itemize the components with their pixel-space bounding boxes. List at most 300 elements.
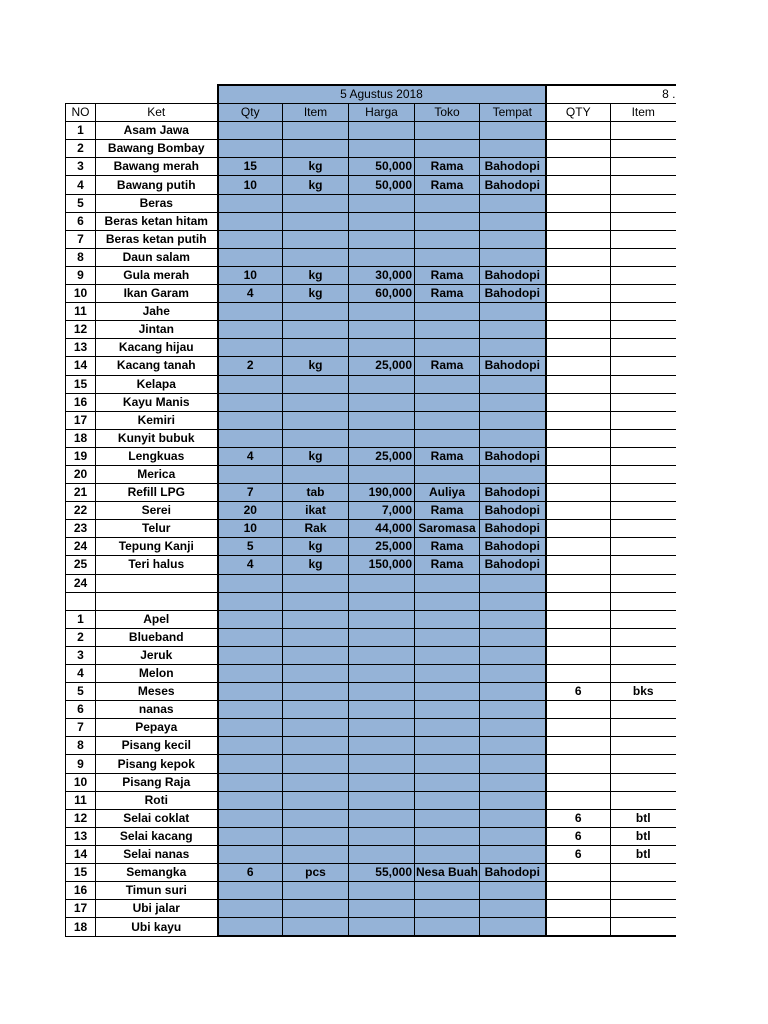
cell-item2[interactable] — [611, 411, 676, 429]
cell-tempat[interactable]: Bahodopi — [480, 447, 546, 465]
cell-qty[interactable] — [218, 683, 283, 701]
cell-no[interactable] — [66, 592, 96, 610]
cell-ket[interactable]: Ikan Garam — [96, 285, 218, 303]
cell-no[interactable]: 17 — [66, 411, 96, 429]
cell-ket[interactable]: Blueband — [96, 628, 218, 646]
cell-no[interactable]: 17 — [66, 900, 96, 918]
cell-harga[interactable] — [349, 393, 415, 411]
cell-no[interactable]: 24 — [66, 538, 96, 556]
cell-toko[interactable] — [415, 900, 480, 918]
cell-item2[interactable] — [611, 465, 676, 483]
cell-no[interactable]: 6 — [66, 212, 96, 230]
cell-qty2[interactable] — [546, 393, 611, 411]
cell-item[interactable] — [283, 791, 349, 809]
cell-item2[interactable] — [611, 357, 676, 375]
cell-tempat[interactable] — [480, 628, 546, 646]
cell-tempat[interactable] — [480, 122, 546, 140]
cell-tempat[interactable]: Bahodopi — [480, 484, 546, 502]
cell-tempat[interactable] — [480, 845, 546, 863]
cell-tempat[interactable]: Bahodopi — [480, 538, 546, 556]
cell-item[interactable] — [283, 719, 349, 737]
cell-tempat[interactable] — [480, 737, 546, 755]
cell-qty2[interactable] — [546, 791, 611, 809]
cell-ket[interactable]: Kacang tanah — [96, 357, 218, 375]
cell-item2[interactable] — [611, 610, 676, 628]
cell-qty2[interactable] — [546, 321, 611, 339]
cell-toko[interactable] — [415, 321, 480, 339]
cell-ket[interactable]: Beras — [96, 194, 218, 212]
cell-qty[interactable] — [218, 393, 283, 411]
cell-toko[interactable] — [415, 755, 480, 773]
cell-qty2[interactable] — [546, 357, 611, 375]
cell-harga[interactable] — [349, 248, 415, 266]
cell-qty[interactable] — [218, 248, 283, 266]
cell-tempat[interactable] — [480, 882, 546, 900]
cell-item[interactable] — [283, 900, 349, 918]
cell-qty2[interactable] — [546, 429, 611, 447]
cell-item2[interactable] — [611, 429, 676, 447]
cell-item[interactable] — [283, 592, 349, 610]
col-header-qty[interactable]: Qty — [218, 104, 283, 122]
cell-harga[interactable] — [349, 900, 415, 918]
cell-ket[interactable]: Kemiri — [96, 411, 218, 429]
col-header-toko[interactable]: Toko — [415, 104, 480, 122]
cell-item2[interactable] — [611, 393, 676, 411]
cell-toko[interactable]: Auliya — [415, 484, 480, 502]
cell-item[interactable] — [283, 375, 349, 393]
cell-qty[interactable] — [218, 212, 283, 230]
cell-qty2[interactable] — [546, 303, 611, 321]
cell-qty[interactable] — [218, 230, 283, 248]
cell-item[interactable]: kg — [283, 357, 349, 375]
cell-no[interactable]: 2 — [66, 140, 96, 158]
cell-item2[interactable] — [611, 556, 676, 574]
cell-qty[interactable] — [218, 845, 283, 863]
cell-harga[interactable] — [349, 411, 415, 429]
cell-qty[interactable] — [218, 303, 283, 321]
cell-qty[interactable] — [218, 122, 283, 140]
cell-harga[interactable] — [349, 610, 415, 628]
cell-harga[interactable] — [349, 465, 415, 483]
cell-toko[interactable] — [415, 610, 480, 628]
cell-qty2[interactable] — [546, 266, 611, 284]
cell-item2[interactable] — [611, 737, 676, 755]
cell-qty2[interactable] — [546, 628, 611, 646]
cell-qty[interactable]: 5 — [218, 538, 283, 556]
cell-qty[interactable] — [218, 918, 283, 937]
cell-qty[interactable]: 15 — [218, 158, 283, 176]
cell-harga[interactable] — [349, 303, 415, 321]
cell-tempat[interactable] — [480, 393, 546, 411]
cell-item2[interactable] — [611, 791, 676, 809]
cell-tempat[interactable] — [480, 574, 546, 592]
cell-tempat[interactable] — [480, 339, 546, 357]
next-date-header[interactable]: 8 . — [546, 85, 676, 104]
cell-qty[interactable] — [218, 465, 283, 483]
cell-qty[interactable]: 4 — [218, 447, 283, 465]
col-header-no[interactable]: NO — [66, 104, 96, 122]
cell-qty2[interactable]: 6 — [546, 683, 611, 701]
cell-item[interactable] — [283, 212, 349, 230]
cell-qty2[interactable] — [546, 556, 611, 574]
cell-toko[interactable] — [415, 701, 480, 719]
cell-qty2[interactable] — [546, 520, 611, 538]
cell-tempat[interactable] — [480, 610, 546, 628]
cell-toko[interactable] — [415, 683, 480, 701]
cell-harga[interactable] — [349, 122, 415, 140]
cell-no[interactable]: 21 — [66, 484, 96, 502]
cell-no[interactable]: 20 — [66, 465, 96, 483]
cell-ket[interactable]: Selai nanas — [96, 845, 218, 863]
cell-qty[interactable] — [218, 809, 283, 827]
cell-harga[interactable] — [349, 845, 415, 863]
cell-qty[interactable] — [218, 140, 283, 158]
cell-ket[interactable]: Ubi kayu — [96, 918, 218, 937]
cell-item[interactable]: pcs — [283, 864, 349, 882]
cell-qty2[interactable] — [546, 411, 611, 429]
cell-item[interactable]: tab — [283, 484, 349, 502]
cell-item[interactable] — [283, 429, 349, 447]
cell-item[interactable] — [283, 574, 349, 592]
cell-tempat[interactable] — [480, 230, 546, 248]
col-header-ket[interactable]: Ket — [96, 104, 218, 122]
cell-toko[interactable] — [415, 845, 480, 863]
cell-no[interactable]: 1 — [66, 610, 96, 628]
cell-qty[interactable]: 10 — [218, 266, 283, 284]
cell-no[interactable]: 16 — [66, 882, 96, 900]
cell-qty[interactable]: 2 — [218, 357, 283, 375]
cell-tempat[interactable] — [480, 411, 546, 429]
cell-harga[interactable]: 25,000 — [349, 357, 415, 375]
cell-tempat[interactable] — [480, 321, 546, 339]
cell-qty2[interactable] — [546, 719, 611, 737]
cell-harga[interactable]: 44,000 — [349, 520, 415, 538]
cell-toko[interactable]: Rama — [415, 502, 480, 520]
cell-toko[interactable] — [415, 592, 480, 610]
cell-qty[interactable] — [218, 321, 283, 339]
cell-tempat[interactable] — [480, 140, 546, 158]
cell-item[interactable]: kg — [283, 266, 349, 284]
cell-toko[interactable]: Rama — [415, 158, 480, 176]
cell-ket[interactable]: Jahe — [96, 303, 218, 321]
cell-tempat[interactable] — [480, 755, 546, 773]
cell-item[interactable]: Rak — [283, 520, 349, 538]
cell-qty[interactable] — [218, 900, 283, 918]
cell-harga[interactable] — [349, 719, 415, 737]
cell-qty[interactable] — [218, 339, 283, 357]
cell-ket[interactable]: Refill LPG — [96, 484, 218, 502]
cell-qty2[interactable] — [546, 194, 611, 212]
cell-qty2[interactable] — [546, 665, 611, 683]
cell-toko[interactable] — [415, 429, 480, 447]
cell-harga[interactable] — [349, 646, 415, 664]
cell-no[interactable]: 5 — [66, 194, 96, 212]
cell-harga[interactable] — [349, 212, 415, 230]
cell-tempat[interactable] — [480, 683, 546, 701]
cell-harga[interactable] — [349, 429, 415, 447]
cell-tempat[interactable] — [480, 303, 546, 321]
cell-item2[interactable] — [611, 140, 676, 158]
cell-ket[interactable]: Beras ketan putih — [96, 230, 218, 248]
cell-ket[interactable]: Jeruk — [96, 646, 218, 664]
cell-item[interactable] — [283, 845, 349, 863]
cell-no[interactable]: 14 — [66, 845, 96, 863]
cell-harga[interactable]: 50,000 — [349, 158, 415, 176]
cell-no[interactable]: 19 — [66, 447, 96, 465]
cell-tempat[interactable] — [480, 701, 546, 719]
cell-toko[interactable] — [415, 773, 480, 791]
cell-item[interactable] — [283, 665, 349, 683]
cell-qty2[interactable] — [546, 339, 611, 357]
cell-qty2[interactable] — [546, 918, 611, 937]
cell-no[interactable]: 18 — [66, 918, 96, 937]
cell-no[interactable]: 18 — [66, 429, 96, 447]
cell-tempat[interactable] — [480, 646, 546, 664]
cell-qty[interactable] — [218, 701, 283, 719]
cell-qty2[interactable]: 6 — [546, 809, 611, 827]
cell-qty[interactable]: 10 — [218, 520, 283, 538]
cell-item2[interactable] — [611, 701, 676, 719]
cell-qty[interactable]: 7 — [218, 484, 283, 502]
cell-item[interactable] — [283, 140, 349, 158]
cell-item[interactable] — [283, 230, 349, 248]
cell-ket[interactable]: Daun salam — [96, 248, 218, 266]
cell-item[interactable]: kg — [283, 556, 349, 574]
cell-no[interactable]: 7 — [66, 719, 96, 737]
cell-qty[interactable] — [218, 882, 283, 900]
cell-qty2[interactable] — [546, 610, 611, 628]
cell-ket[interactable]: Telur — [96, 520, 218, 538]
cell-qty[interactable] — [218, 755, 283, 773]
cell-no[interactable]: 2 — [66, 628, 96, 646]
cell-tempat[interactable] — [480, 429, 546, 447]
cell-qty[interactable] — [218, 610, 283, 628]
cell-toko[interactable] — [415, 791, 480, 809]
cell-item2[interactable] — [611, 266, 676, 284]
cell-toko[interactable] — [415, 918, 480, 937]
cell-qty[interactable] — [218, 592, 283, 610]
cell-qty[interactable] — [218, 719, 283, 737]
cell-item[interactable] — [283, 628, 349, 646]
cell-qty2[interactable] — [546, 502, 611, 520]
cell-item[interactable] — [283, 882, 349, 900]
cell-ket[interactable]: Melon — [96, 665, 218, 683]
cell-item2[interactable]: btl — [611, 827, 676, 845]
cell-qty2[interactable] — [546, 864, 611, 882]
cell-qty[interactable] — [218, 375, 283, 393]
cell-item[interactable] — [283, 683, 349, 701]
cell-toko[interactable] — [415, 411, 480, 429]
cell-ket[interactable]: Apel — [96, 610, 218, 628]
cell-tempat[interactable] — [480, 248, 546, 266]
cell-no[interactable]: 1 — [66, 122, 96, 140]
cell-harga[interactable] — [349, 592, 415, 610]
cell-item2[interactable] — [611, 646, 676, 664]
col-header-qty2[interactable]: QTY — [546, 104, 611, 122]
cell-item2[interactable] — [611, 520, 676, 538]
cell-no[interactable]: 3 — [66, 646, 96, 664]
cell-harga[interactable] — [349, 683, 415, 701]
cell-ket[interactable]: Gula merah — [96, 266, 218, 284]
cell-qty[interactable] — [218, 791, 283, 809]
cell-harga[interactable] — [349, 375, 415, 393]
cell-tempat[interactable]: Bahodopi — [480, 285, 546, 303]
cell-qty2[interactable] — [546, 538, 611, 556]
cell-qty[interactable]: 6 — [218, 864, 283, 882]
cell-item2[interactable] — [611, 592, 676, 610]
cell-toko[interactable]: Rama — [415, 538, 480, 556]
cell-toko[interactable]: Rama — [415, 176, 480, 194]
cell-item2[interactable] — [611, 176, 676, 194]
cell-toko[interactable] — [415, 882, 480, 900]
cell-no[interactable]: 5 — [66, 683, 96, 701]
cell-ket[interactable]: Kayu Manis — [96, 393, 218, 411]
cell-toko[interactable] — [415, 212, 480, 230]
cell-item2[interactable] — [611, 212, 676, 230]
cell-ket[interactable]: Asam Jawa — [96, 122, 218, 140]
cell-item[interactable]: kg — [283, 285, 349, 303]
cell-no[interactable]: 4 — [66, 176, 96, 194]
cell-toko[interactable] — [415, 737, 480, 755]
cell-ket[interactable]: Bawang Bombay — [96, 140, 218, 158]
cell-item[interactable] — [283, 393, 349, 411]
cell-qty2[interactable] — [546, 447, 611, 465]
cell-no[interactable]: 10 — [66, 773, 96, 791]
cell-ket[interactable]: Timun suri — [96, 882, 218, 900]
cell-no[interactable]: 3 — [66, 158, 96, 176]
cell-item2[interactable] — [611, 502, 676, 520]
cell-item2[interactable] — [611, 538, 676, 556]
cell-harga[interactable]: 7,000 — [349, 502, 415, 520]
cell-harga[interactable] — [349, 339, 415, 357]
cell-tempat[interactable] — [480, 900, 546, 918]
cell-no[interactable]: 7 — [66, 230, 96, 248]
cell-ket[interactable] — [96, 592, 218, 610]
cell-ket[interactable]: Selai kacang — [96, 827, 218, 845]
cell-toko[interactable] — [415, 140, 480, 158]
cell-no[interactable]: 8 — [66, 248, 96, 266]
cell-no[interactable]: 15 — [66, 375, 96, 393]
cell-ket[interactable]: Beras ketan hitam — [96, 212, 218, 230]
cell-item[interactable] — [283, 773, 349, 791]
cell-tempat[interactable] — [480, 592, 546, 610]
cell-harga[interactable] — [349, 882, 415, 900]
cell-tempat[interactable] — [480, 212, 546, 230]
cell-toko[interactable] — [415, 375, 480, 393]
cell-tempat[interactable] — [480, 375, 546, 393]
cell-toko[interactable] — [415, 665, 480, 683]
cell-no[interactable]: 22 — [66, 502, 96, 520]
cell-harga[interactable]: 55,000 — [349, 864, 415, 882]
cell-harga[interactable] — [349, 737, 415, 755]
cell-item2[interactable]: btl — [611, 845, 676, 863]
cell-item2[interactable]: bks — [611, 683, 676, 701]
col-header-item2[interactable]: Item — [611, 104, 676, 122]
cell-no[interactable]: 6 — [66, 701, 96, 719]
cell-item[interactable]: kg — [283, 176, 349, 194]
cell-harga[interactable]: 60,000 — [349, 285, 415, 303]
cell-ket[interactable]: Jintan — [96, 321, 218, 339]
cell-ket[interactable]: Tepung Kanji — [96, 538, 218, 556]
cell-item[interactable]: ikat — [283, 502, 349, 520]
cell-ket[interactable]: Lengkuas — [96, 447, 218, 465]
cell-ket[interactable]: Kelapa — [96, 375, 218, 393]
cell-qty[interactable] — [218, 628, 283, 646]
cell-qty[interactable] — [218, 646, 283, 664]
cell-qty[interactable] — [218, 665, 283, 683]
cell-item[interactable] — [283, 737, 349, 755]
cell-toko[interactable] — [415, 122, 480, 140]
cell-qty[interactable] — [218, 737, 283, 755]
cell-qty2[interactable] — [546, 574, 611, 592]
cell-harga[interactable] — [349, 194, 415, 212]
cell-item[interactable] — [283, 918, 349, 937]
cell-qty2[interactable] — [546, 773, 611, 791]
cell-tempat[interactable] — [480, 465, 546, 483]
cell-tempat[interactable]: Bahodopi — [480, 357, 546, 375]
cell-item2[interactable] — [611, 194, 676, 212]
cell-ket[interactable]: Roti — [96, 791, 218, 809]
cell-harga[interactable] — [349, 918, 415, 937]
cell-ket[interactable]: Bawang putih — [96, 176, 218, 194]
cell-qty2[interactable] — [546, 755, 611, 773]
cell-ket[interactable]: Merica — [96, 465, 218, 483]
cell-item[interactable] — [283, 194, 349, 212]
cell-qty[interactable] — [218, 773, 283, 791]
cell-item[interactable] — [283, 755, 349, 773]
cell-item2[interactable] — [611, 628, 676, 646]
cell-qty[interactable]: 4 — [218, 556, 283, 574]
cell-ket[interactable]: nanas — [96, 701, 218, 719]
cell-no[interactable]: 13 — [66, 339, 96, 357]
cell-qty[interactable]: 20 — [218, 502, 283, 520]
cell-item2[interactable] — [611, 321, 676, 339]
cell-tempat[interactable] — [480, 773, 546, 791]
cell-toko[interactable]: Rama — [415, 556, 480, 574]
cell-harga[interactable]: 25,000 — [349, 538, 415, 556]
cell-item2[interactable] — [611, 864, 676, 882]
cell-harga[interactable]: 25,000 — [349, 447, 415, 465]
cell-ket[interactable]: Serei — [96, 502, 218, 520]
cell-toko[interactable] — [415, 393, 480, 411]
cell-no[interactable]: 10 — [66, 285, 96, 303]
cell-ket[interactable]: Selai coklat — [96, 809, 218, 827]
cell-tempat[interactable] — [480, 809, 546, 827]
cell-toko[interactable] — [415, 646, 480, 664]
cell-no[interactable]: 15 — [66, 864, 96, 882]
cell-item2[interactable] — [611, 285, 676, 303]
cell-toko[interactable] — [415, 248, 480, 266]
cell-item[interactable] — [283, 248, 349, 266]
cell-tempat[interactable]: Bahodopi — [480, 176, 546, 194]
cell-toko[interactable] — [415, 230, 480, 248]
cell-item2[interactable] — [611, 900, 676, 918]
cell-qty[interactable]: 4 — [218, 285, 283, 303]
cell-qty2[interactable] — [546, 592, 611, 610]
cell-toko[interactable] — [415, 719, 480, 737]
cell-tempat[interactable] — [480, 194, 546, 212]
cell-qty2[interactable] — [546, 701, 611, 719]
cell-toko[interactable]: Rama — [415, 285, 480, 303]
cell-ket[interactable]: Ubi jalar — [96, 900, 218, 918]
cell-no[interactable]: 24 — [66, 574, 96, 592]
cell-toko[interactable]: Rama — [415, 357, 480, 375]
cell-tempat[interactable] — [480, 827, 546, 845]
cell-no[interactable]: 12 — [66, 809, 96, 827]
col-header-tempat[interactable]: Tempat — [480, 104, 546, 122]
cell-harga[interactable] — [349, 701, 415, 719]
cell-no[interactable]: 11 — [66, 303, 96, 321]
